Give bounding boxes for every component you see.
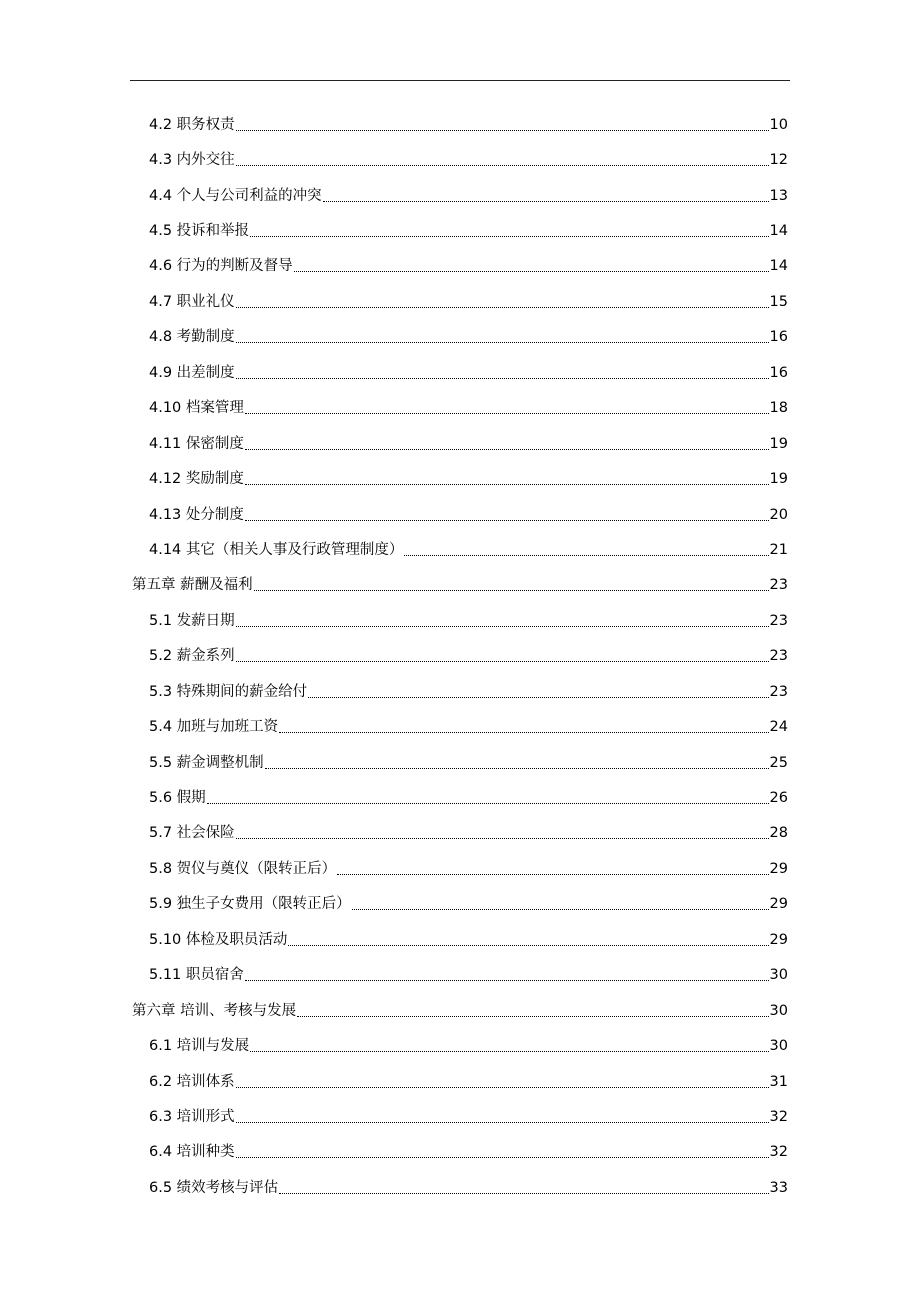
toc-entry-title: 6.1 培训与发展 [149, 1038, 250, 1055]
toc-page-number: 31 [769, 1073, 788, 1090]
toc-entry-title: 4.13 处分制度 [149, 506, 244, 523]
toc-section-entry[interactable] [0, 1064, 920, 1099]
toc-page-number: 23 [769, 612, 788, 629]
toc-chapter-entry[interactable] [0, 568, 920, 603]
toc-dot-leader [308, 696, 768, 698]
toc-page-number: 23 [769, 648, 788, 665]
toc-section-entry[interactable] [0, 532, 920, 567]
toc-section-entry[interactable] [0, 922, 920, 957]
toc-section-entry[interactable] [0, 780, 920, 815]
toc-dot-leader [245, 412, 769, 414]
toc-page-number: 26 [769, 790, 788, 807]
toc-dot-leader [294, 270, 769, 272]
toc-entry-title: 4.4 个人与公司利益的冲突 [149, 187, 322, 204]
toc-page-number: 28 [769, 825, 788, 842]
toc-section-entry[interactable] [0, 320, 920, 355]
toc-entry-title: 4.7 职业礼仪 [149, 293, 235, 310]
toc-entry-title: 第六章 培训、考核与发展 [132, 1002, 297, 1019]
toc-entry-title: 6.3 培训形式 [149, 1108, 235, 1125]
toc-section-entry[interactable] [0, 426, 920, 461]
toc-section-entry[interactable] [0, 1099, 920, 1134]
toc-entry-title: 5.10 体检及职员活动 [149, 931, 288, 948]
toc-entry-title: 4.8 考勤制度 [149, 329, 235, 346]
toc-section-entry[interactable] [0, 958, 920, 993]
toc-entry-title: 4.11 保密制度 [149, 435, 244, 452]
toc-page-number: 14 [769, 258, 788, 275]
toc-section-entry[interactable] [0, 603, 920, 638]
toc-dot-leader [279, 1192, 768, 1194]
toc-entry-title: 5.3 特殊期间的薪金给付 [149, 683, 308, 700]
toc-section-entry[interactable] [0, 391, 920, 426]
toc-page-number: 29 [769, 860, 788, 877]
toc-page-number: 24 [769, 719, 788, 736]
toc-page-number: 29 [769, 931, 788, 948]
toc-dot-leader [265, 767, 769, 769]
toc-page-number: 30 [769, 1002, 788, 1019]
toc-entry-title: 6.2 培训体系 [149, 1073, 235, 1090]
toc-page-number: 32 [769, 1144, 788, 1161]
toc-page-number: 32 [769, 1108, 788, 1125]
toc-section-entry[interactable] [0, 674, 920, 709]
toc-entry-title: 5.1 发薪日期 [149, 612, 235, 629]
toc-dot-leader [245, 979, 769, 981]
toc-entry-title: 4.2 职务权责 [149, 116, 235, 133]
toc-entry-title: 5.11 职员宿舍 [149, 967, 244, 984]
toc-dot-leader [245, 519, 769, 521]
toc-entry-title: 5.4 加班与加班工资 [149, 719, 279, 736]
toc-page-number: 30 [769, 1038, 788, 1055]
toc-page-number: 12 [769, 152, 788, 169]
toc-page-number: 18 [769, 400, 788, 417]
toc-section-entry[interactable] [0, 107, 920, 142]
toc-page-number: 29 [769, 896, 788, 913]
toc-entry-title: 5.8 贺仪与奠仪（限转正后） [149, 860, 337, 877]
toc-section-entry[interactable] [0, 745, 920, 780]
toc-entry-title: 第五章 薪酬及福利 [132, 577, 253, 594]
toc-entry-title: 4.14 其它（相关人事及行政管理制度） [149, 541, 404, 558]
toc-dot-leader [236, 1156, 769, 1158]
toc-dot-leader [236, 837, 769, 839]
toc-page-number: 15 [769, 293, 788, 310]
toc-page-number: 25 [769, 754, 788, 771]
toc-section-entry[interactable] [0, 851, 920, 886]
toc-section-entry[interactable] [0, 249, 920, 284]
toc-dot-leader [250, 1050, 768, 1052]
toc-dot-leader [236, 164, 769, 166]
toc-section-entry[interactable] [0, 1170, 920, 1205]
toc-entry-title: 4.9 出差制度 [149, 364, 235, 381]
toc-page-number: 20 [769, 506, 788, 523]
toc-dot-leader [254, 589, 769, 591]
toc-entry-title: 5.7 社会保险 [149, 825, 235, 842]
toc-dot-leader [236, 625, 769, 627]
toc-section-entry[interactable] [0, 355, 920, 390]
toc-section-entry[interactable] [0, 816, 920, 851]
toc-entry-title: 6.4 培训种类 [149, 1144, 235, 1161]
toc-section-entry[interactable] [0, 887, 920, 922]
toc-dot-leader [323, 200, 769, 202]
toc-entry-title: 4.12 奖励制度 [149, 471, 244, 488]
toc-entry-title: 4.10 档案管理 [149, 400, 244, 417]
toc-dot-leader [288, 944, 768, 946]
toc-section-entry[interactable] [0, 639, 920, 674]
toc-section-entry[interactable] [0, 284, 920, 319]
toc-page-number: 23 [769, 683, 788, 700]
toc-entry-title: 4.6 行为的判断及督导 [149, 258, 293, 275]
toc-section-entry[interactable] [0, 1135, 920, 1170]
toc-section-entry[interactable] [0, 461, 920, 496]
toc-entry-title: 4.3 内外交往 [149, 152, 235, 169]
toc-section-entry[interactable] [0, 1028, 920, 1063]
toc-entry-title: 4.5 投诉和举报 [149, 223, 250, 240]
toc-dot-leader [236, 129, 769, 131]
toc-section-entry[interactable] [0, 178, 920, 213]
toc-dot-leader [245, 483, 769, 485]
toc-entry-title: 5.2 薪金系列 [149, 648, 235, 665]
toc-page-number: 30 [769, 967, 788, 984]
toc-entry-title: 6.5 绩效考核与评估 [149, 1179, 279, 1196]
toc-page-number: 19 [769, 435, 788, 452]
toc-page-number: 19 [769, 471, 788, 488]
toc-dot-leader [404, 554, 768, 556]
toc-dot-leader [236, 660, 769, 662]
toc-page-number: 10 [769, 116, 788, 133]
toc-dot-leader [250, 235, 768, 237]
toc-section-entry[interactable] [0, 497, 920, 532]
toc-page-number: 23 [769, 577, 788, 594]
toc-section-entry[interactable] [0, 213, 920, 248]
table-of-contents [0, 107, 920, 1206]
toc-dot-leader [207, 802, 769, 804]
toc-dot-leader [352, 908, 769, 910]
toc-entry-title: 5.6 假期 [149, 790, 206, 807]
toc-page-number: 33 [769, 1179, 788, 1196]
toc-dot-leader [236, 1086, 769, 1088]
toc-page-number: 14 [769, 223, 788, 240]
toc-entry-title: 5.5 薪金调整机制 [149, 754, 264, 771]
toc-section-entry[interactable] [0, 709, 920, 744]
toc-dot-leader [337, 873, 768, 875]
toc-section-entry[interactable] [0, 142, 920, 177]
toc-page-number: 16 [769, 329, 788, 346]
toc-chapter-entry[interactable] [0, 993, 920, 1028]
toc-page-number: 13 [769, 187, 788, 204]
toc-dot-leader [236, 306, 769, 308]
toc-dot-leader [236, 377, 769, 379]
toc-dot-leader [245, 448, 769, 450]
toc-dot-leader [279, 731, 768, 733]
toc-dot-leader [236, 1121, 769, 1123]
toc-page-number: 16 [769, 364, 788, 381]
toc-dot-leader [297, 1015, 768, 1017]
header-rule [130, 80, 790, 81]
toc-page-number: 21 [769, 541, 788, 558]
toc-entry-title: 5.9 独生子女费用（限转正后） [149, 896, 351, 913]
toc-dot-leader [236, 341, 769, 343]
